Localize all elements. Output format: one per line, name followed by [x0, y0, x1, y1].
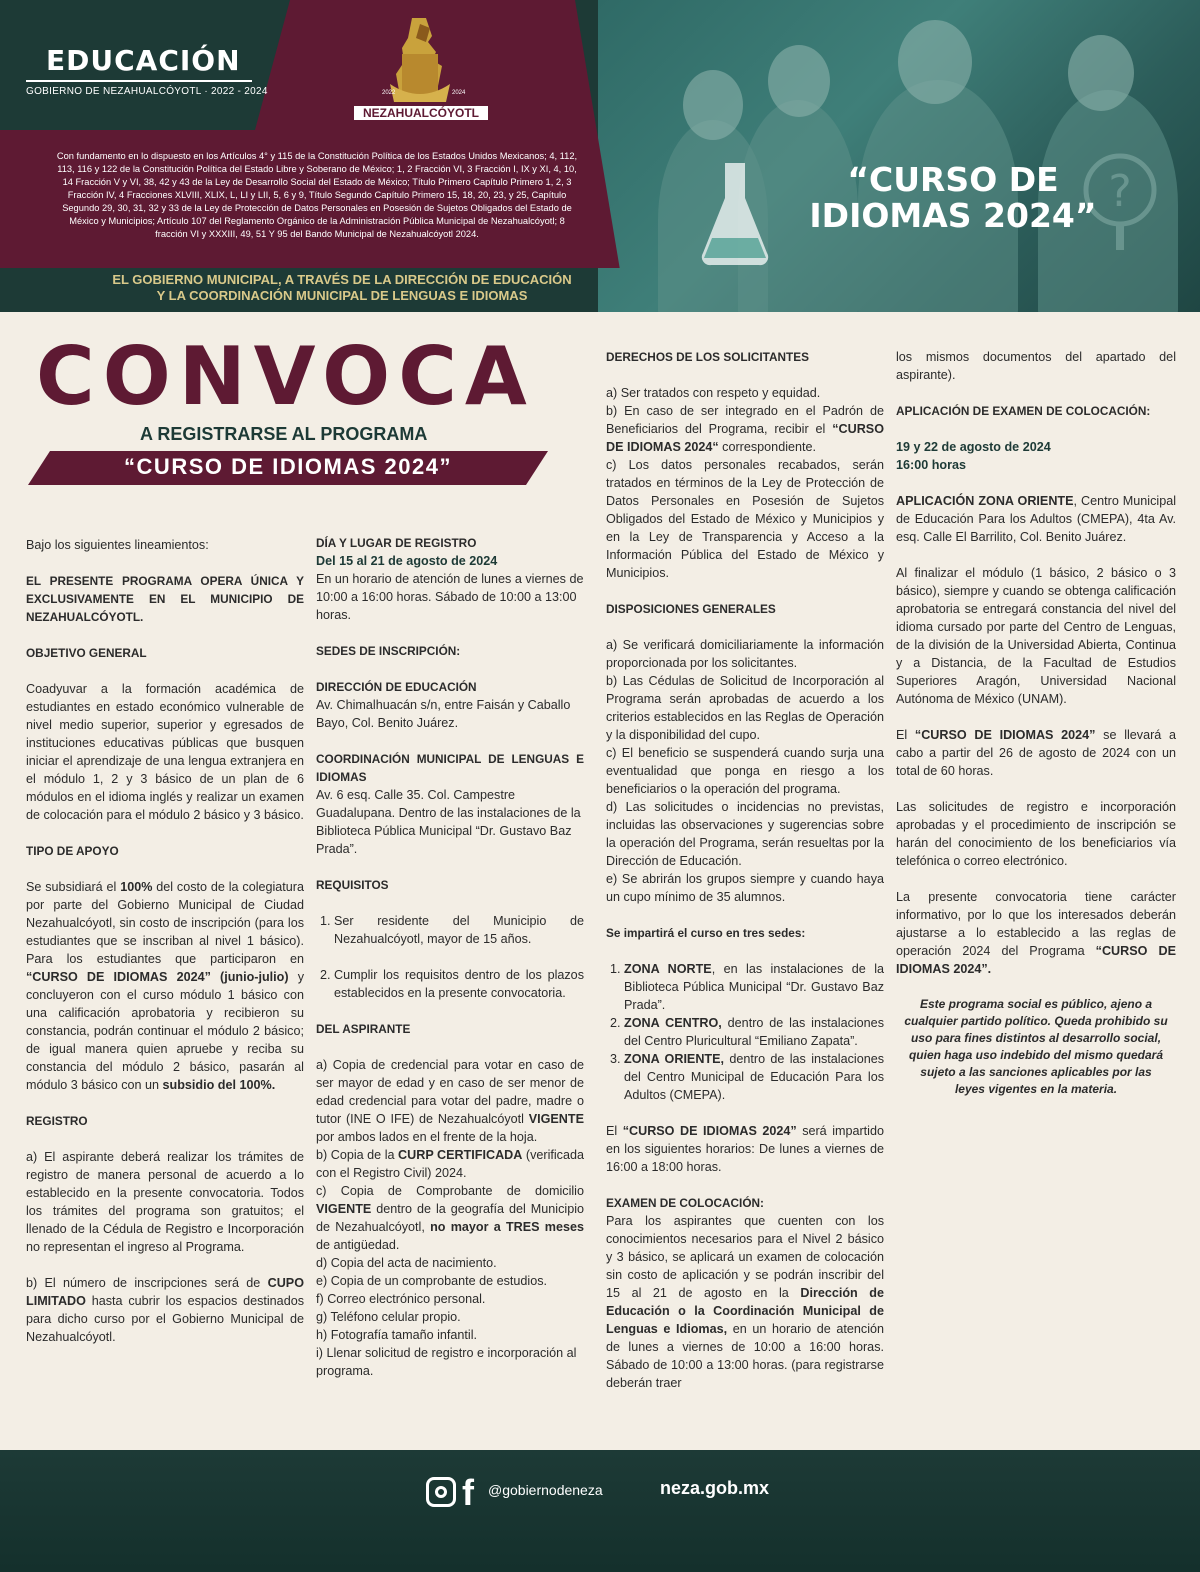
- course-venues-list: [606, 960, 884, 1104]
- applicant-item-e: e) Copia de un comprobante de estudios.: [316, 1274, 548, 1288]
- svg-text:?: ?: [1108, 166, 1132, 217]
- website-link[interactable]: neza.gob.mx: [660, 1478, 770, 1498]
- column-3: [606, 348, 884, 1410]
- program-ribbon-text: “CURSO DE IDIOMAS 2024”: [124, 454, 452, 479]
- objective-heading: OBJETIVO GENERAL: [26, 646, 147, 660]
- provision-item-e: e) Se abrirán los grupos siempre y cuando haya un cupo mínimo de 35 alumnos.: [606, 872, 884, 904]
- placement-exam-text: Para los aspirantes que cuenten con los conocimientos necesarios para el Nivel 2 básico y 3 básico, se aplicará un examen de colocación sin costo de aplicación y se podrán inscribir del 15 al 21 de agosto en la Dirección de Educación o la Coordinación Municipal de Lenguas e Idiomas, en un horario de atención de lunes a viernes de 10:00 a 16:00 horas. Sábado de 10:00 a 13:00 horas. (para registrarse deberán traer: [606, 1214, 885, 1390]
- provision-item-c: c) El beneficio se suspenderá cuando surja una eventualidad que ponga en riesgo a los beneficiarios o la operación del programa.: [606, 746, 884, 796]
- exam-application-heading: APLICACIÓN DE EXAMEN DE COLOCACIÓN:: [896, 404, 1151, 418]
- support-text: Se subsidiará el 100% del costo de la colegiatura por parte del Gobierno Municipal de Ciudad Nezahualcóyotl, sin costo de inscripción (para los estudiantes que se inscriban al nivel 1 básico). Para los estudiantes que participaron en “CURSO DE IDIOMAS 2024” (junio-julio) y concluyeron con el curso módulo 1 básico con una calificación aprobatoria y recibieron su constancia, podrán continuar el módulo 2 básico; de igual manera quien apruebe y reciba su constancia del módulo 2 básico, pasarán al módulo 3 básico con un subsidio del 100%.: [26, 880, 305, 1092]
- venue-languages-heading: COORDINACIÓN MUNICIPAL DE LENGUAS E IDIOMAS: [316, 752, 584, 784]
- support-heading: TIPO DE APOYO: [26, 844, 119, 858]
- notification-text: Las solicitudes de registro e incorporación aprobadas y el procedimiento de inscripción se harán del conocimiento de los beneficiarios vía telefónica o correo electrónico.: [896, 800, 1176, 868]
- venue-education-heading: DIRECCIÓN DE EDUCACIÓN: [316, 680, 477, 694]
- applicant-item-h: h) Fotografía tamaño infantil.: [316, 1328, 478, 1342]
- flask-icon: [700, 158, 770, 268]
- registration-item-a: a) El aspirante deberá realizar los trámites de registro de manera personal de acuerdo a lo establecido en la presente convocatoria. Todos los trámites del programa son gratuitos; el llenado de la Cédula de Registro e Incorporación no representan el ingreso al Programa.: [26, 1150, 304, 1254]
- applicant-item-g: g) Teléfono celular propio.: [316, 1310, 461, 1324]
- exam-location-text: APLICACIÓN ZONA ORIENTE, Centro Municipal de Educación Para los Adultos (CMEPA), 4ta Av. esq. Calle El Barrilito, Col. Benito Juárez.: [896, 494, 1177, 544]
- course-title-header: [808, 162, 1098, 234]
- requirement-item: 1. Ser residente del Municipio de Nezahualcóyotl, mayor de 15 años.: [334, 912, 584, 948]
- course-schedule-text: El “CURSO DE IDIOMAS 2024” será impartido en los siguientes horarios: De lunes a viernes de 16:00 a 18:00 horas.: [606, 1124, 884, 1174]
- social-handle[interactable]: @gobiernodeneza: [488, 1482, 603, 1498]
- requirements-list: [316, 912, 584, 948]
- venue-education-address: Av. Chimalhuacán s/n, entre Faisán y Caballo Bayo, Col. Benito Juárez.: [316, 698, 571, 730]
- exam-dates: 19 y 22 de agosto de 2024: [896, 440, 1051, 454]
- exam-continuation-text: los mismos documentos del apartado del aspirante).: [896, 350, 1176, 382]
- applicant-item-f: f) Correo electrónico personal.: [316, 1292, 486, 1306]
- column-2: [316, 534, 584, 1380]
- applicant-heading: DEL ASPIRANTE: [316, 1022, 411, 1036]
- registration-item-b: b) El número de inscripciones será de CUPO LIMITADO hasta cubrir los espacios destinados para dicho curso por el Gobierno Municipal de Nezahualcóyotl.: [26, 1276, 304, 1344]
- provision-item-a: a) Se verificará domiciliariamente la información proporcionada por los solicitantes.: [606, 638, 884, 670]
- placement-exam-heading: EXAMEN DE COLOCACIÓN:: [606, 1196, 764, 1210]
- rights-heading: DERECHOS DE LOS SOLICITANTES: [606, 350, 809, 364]
- facebook-icon[interactable]: f: [462, 1472, 474, 1513]
- logo-year-end: 2024: [452, 90, 466, 96]
- requirement-item: 2. Cumplir los requisitos dentro de los plazos establecidos en la presente convocatoria.: [334, 966, 584, 1002]
- registration-schedule: En un horario de atención de lunes a viernes de 10:00 a 16:00 horas. Sábado de 10:00 a 13:00 horas.: [316, 572, 584, 622]
- government-statement: [62, 272, 622, 304]
- legal-legend: Este programa social es público, ajeno a cualquier partido político. Queda prohibido su uso para fines distintos al desarrollo social, quien haga uso indebido del mismo quedará sujeto a las sanciones aplicables por las leyes vigentes en la materia.: [904, 997, 1168, 1096]
- government-line-1: EL GOBIERNO MUNICIPAL, A TRAVÉS DE LA DIRECCIÓN DE EDUCACIÓN: [112, 272, 572, 287]
- rights-item-b: b) En caso de ser integrado en el Padrón de Beneficiarios del Programa, recibir el “CURSO DE IDIOMAS 2024“ correspondiente.: [606, 404, 884, 454]
- footer-bar: [0, 1450, 1200, 1572]
- provision-item-b: b) Las Cédulas de Solicitud de Incorporación al Programa serán aprobadas de acuerdo a los criterios establecidos en las Reglas de Operación y la disponibilidad del cupo.: [606, 674, 884, 742]
- government-line-2: Y LA COORDINACIÓN MUNICIPAL DE LENGUAS E IDIOMAS: [156, 288, 528, 303]
- applicant-item-b: b) Copia de la CURP CERTIFICADA (verificada con el Registro Civil) 2024.: [316, 1148, 584, 1180]
- instagram-icon[interactable]: [426, 1477, 456, 1507]
- venue-item-north: 1. ZONA NORTE, en las instalaciones de la Biblioteca Pública Municipal “Dr. Gustavo Baz Prada”.: [624, 960, 884, 1014]
- applicant-item-a: a) Copia de credencial para votar en caso de ser mayor de edad y en caso de ser menor de edad credencial para votar del padre, madre o tutor (INE O IFE) de Nezahualcóyotl VIGENTE por ambos lados en el frente de la hoja.: [316, 1058, 584, 1144]
- applicant-item-i: i) Llenar solicitud de registro e incorporación al programa.: [316, 1346, 577, 1378]
- general-provisions-heading: DISPOSICIONES GENERALES: [606, 602, 776, 616]
- legal-basis-text: Con fundamento en lo dispuesto en los Artículos 4° y 115 de la Constitución Política de los Estados Unidos Mexicanos; 4, 112, 113, 116 y 122 de la Constitución Política del Estado Libre y Soberano de México; 1, 2 Fracción VI, 3 Fracción I, IX y XI, 4, 10, 14 Fracción V y VI, 38, 42 y 43 de la Ley de Desarrollo Social del Estado de México; Título Primero Capítulo Primero 1, 2, 3 Fracción IV, 4 Fracciones XLVIII, XLIX, L, LI y LII, 5, 6 y 9, Título Segundo Capítulo Primero 15, 18, 20, 23, y 25, Capítulo Segundo 29, 30, 31, 32 y 33 de la Ley de Protección de Datos Personales en Posesión de Sujetos Obligados del Estado de México y Municipios; Artículo 107 del Reglamento Orgánico de la Administración Pública Municipal de Nezahualcóyotl; 8 fracción VI y XXXIII, 49, 51 Y 95 del Bando Municipal de Nezahualcóyotl 2024.: [56, 151, 578, 239]
- column-1: [26, 536, 304, 1364]
- venue-item-east: 3. ZONA ORIENTE, dentro de las instalaciones del Centro Municipal de Educación Para los Adultos (CMEPA).: [624, 1050, 884, 1104]
- registration-dates: Del 15 al 21 de agosto de 2024: [316, 554, 498, 568]
- venue-item-center: 2. ZONA CENTRO, dentro de las instalaciones del Centro Pluricultural “Emiliano Zapata”.: [624, 1014, 884, 1050]
- applicant-item-d: d) Copia del acta de nacimiento.: [316, 1256, 497, 1270]
- logo-year-start: 2022: [382, 90, 396, 96]
- rights-item-c: c) Los datos personales recabados, serán tratados en términos de la Ley de Protección de Datos Personales en Posesión de Sujetos Obligados del Estado de México y Municipios y en la Ley de Transparencia y Acceso a la Información Pública del Estado de México y Municipios.: [606, 458, 884, 580]
- column-4: [896, 348, 1176, 1116]
- objective-text: Coadyuvar a la formación académica de estudiantes en estado económico vulnerable de nivel medio superior, superior y egresados de instituciones educativas públicas que busquen iniciar el aprendizaje de una lengua extranjera en el módulo 1, 2 y 3 básico de un plan de 6 módulos en el idioma inglés y realizar un examen de colocación para el módulo 2 básico y 3 básico.: [26, 682, 304, 822]
- venues-heading: SEDES DE INSCRIPCIÓN:: [316, 644, 461, 658]
- course-title-line-1: “CURSO DE: [847, 160, 1059, 199]
- exam-time: 16:00 horas: [896, 458, 967, 472]
- logo-wordmark: NEZAHUALCÓYOTL: [352, 104, 490, 122]
- informative-text: La presente convocatoria tiene carácter informativo, por lo que los interesados deberán ajustarse a lo establecido a las reglas de operación 2024 del Programa “CURSO DE IDIOMAS 2024”.: [896, 890, 1176, 976]
- certificate-text: Al finalizar el módulo (1 básico, 2 básico o 3 básico), siempre y cuando se obtenga calificación aprobatoria se entregará constancia del nivel del idioma cursado por parte del Centro de Lenguas, de la división de la Universidad Abierta, Continua y a Distancia, de la Facultad de Estudios Superiores Aragón, Universidad Nacional Autónoma de México (UNAM).: [896, 566, 1176, 706]
- register-subheading: A REGISTRARSE AL PROGRAMA: [140, 424, 428, 444]
- requirements-heading: REQUISITOS: [316, 878, 389, 892]
- three-venues-heading: Se impartirá el curso en tres sedes:: [606, 926, 806, 940]
- government-subtitle: GOBIERNO DE NEZAHUALCÓYOTL · 2022 - 2024: [26, 86, 268, 97]
- venue-languages-address: Av. 6 esq. Calle 35. Col. Campestre Guadalupana. Dentro de las instalaciones de la Biblioteca Pública Municipal “Dr. Gustavo Baz Prada”.: [316, 788, 581, 856]
- exclusivity-notice: EL PRESENTE PROGRAMA OPERA ÚNICA Y EXCLUSIVAMENTE EN EL MUNICIPIO DE NEZAHUALCÓYOTL.: [26, 574, 304, 624]
- course-title-line-2: IDIOMAS 2024”: [809, 196, 1097, 235]
- intro-text: Bajo los siguientes lineamientos:: [26, 538, 209, 552]
- title-divider: [26, 80, 252, 82]
- registration-heading: REGISTRO: [26, 1114, 88, 1128]
- date-place-heading: DÍA Y LUGAR DE REGISTRO: [316, 536, 477, 550]
- provision-item-d: d) Las solicitudes o incidencias no previstas, incluidas las observaciones y sugerencias sobre la operación del Programa, serán resueltas por la Dirección de Educación.: [606, 800, 884, 868]
- education-title: EDUCACIÓN: [46, 44, 241, 77]
- rights-item-a: a) Ser tratados con respeto y equidad.: [606, 386, 821, 400]
- requirements-list-2: [316, 966, 584, 1002]
- course-start-text: El “CURSO DE IDIOMAS 2024” se llevará a cabo a partir del 26 de agosto de 2024 con un total de 60 horas.: [896, 728, 1176, 778]
- convoca-heading: CONVOCA: [36, 330, 535, 423]
- applicant-item-c: c) Copia de Comprobante de domicilio VIGENTE dentro de la geografía del Municipio de Nezahualcóyotl, no mayor a TRES meses de antigüedad.: [316, 1184, 584, 1252]
- header-banner: [0, 0, 1200, 312]
